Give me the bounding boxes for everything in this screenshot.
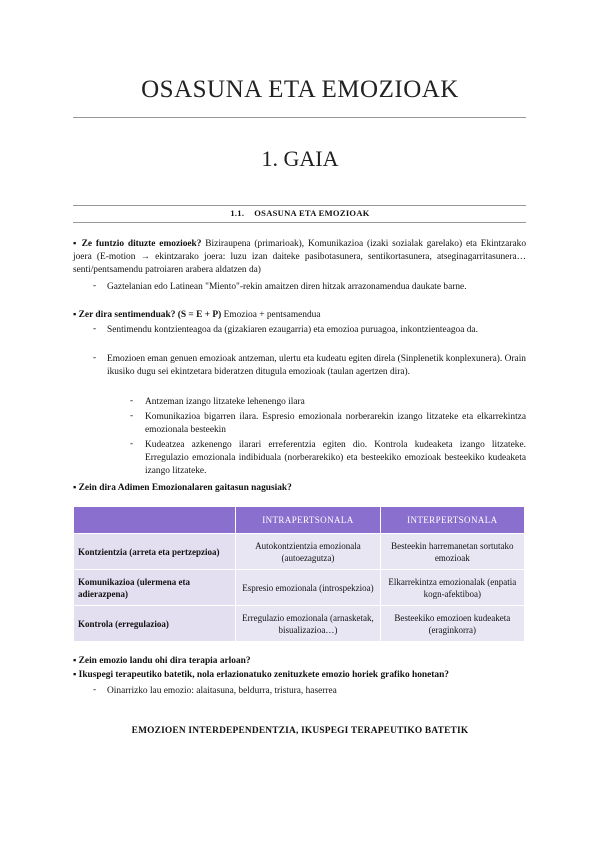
table-header-row xyxy=(74,507,524,533)
question-abilities: ▪ Zein dira Adimen Emozionalaren gaitasun nagusiak? xyxy=(73,483,292,493)
row-label: Kontrola (erregulazioa) xyxy=(74,606,235,641)
bullet-feeling-conscious: Sentimendu kontzienteagoa da (gizakiaren ezaugarria) eta emozioa puruagoa, inkontzienteagoa da. xyxy=(107,325,478,335)
cell-interpersonal: Besteekiko emozioen kudeaketa (eraginkorra) xyxy=(381,606,524,641)
chapter-heading: 1. GAIA xyxy=(261,146,339,171)
table-header-intrapersonal: INTRAPERTSONALA xyxy=(236,507,379,533)
table-row xyxy=(74,606,524,641)
sub-bullet-dash: - xyxy=(130,396,134,406)
paragraph-feelings xyxy=(73,309,526,322)
sub-bullet-dash: - xyxy=(130,411,134,421)
section-top-divider xyxy=(73,205,526,206)
question-therapy-emotions: ▪ Zein emozio landu ohi dira terapia arloan? xyxy=(73,656,251,666)
cell-interpersonal: Besteekin harremanetan sortutako emozioak xyxy=(381,534,524,569)
paragraph-functions xyxy=(73,238,526,277)
document-title: OSASUNA ETA EMOZIOAK xyxy=(141,76,459,103)
sub-bullet-dash: - xyxy=(130,439,134,449)
bullet-dash: - xyxy=(93,281,97,291)
answer-functions: Biziraupena (primarioak), Komunikazioa (izaki sozialak garelako) eta Ekintzarako joera (E-motion → ekintzarako joera: luzu izan daiteke pasibotasunera, sentikortasunera, atseginagarritasunera… senti/pentsamendu patroiaren arabera aldatzen da) xyxy=(73,239,527,275)
question-feelings: ▪ Zer dira sentimenduak? (S = E + P) xyxy=(73,310,222,320)
abilities-table xyxy=(73,506,525,642)
cell-intrapersonal: Erregulazio emozionala (arnasketak, bisualizazioa…) xyxy=(236,606,379,641)
table-row xyxy=(74,534,524,569)
bullet-dash: - xyxy=(93,353,97,363)
sub-bullet-perceive: Antzeman izango litzateke lehenengo ilara xyxy=(145,397,305,407)
sub-bullet-communication: Komunikazioa bigarren ilara. Espresio emozionala norberarekin izango litzateke eta elkarrekintza emozionala besteekin xyxy=(145,412,526,435)
section-bottom-divider xyxy=(73,222,526,223)
row-label: Komunikazioa (ulermena eta adierazpena) xyxy=(74,570,235,605)
sub-bullet-manage: Kudeatzea azkenengo ilarari erreferentzia egiten dio. Kontrola kudeaketa izango litzateke. Erregulazio emozionala indibiduala (norberarekiko) eta besteekiko emozioak besteekiko kudeaketa izango litzateke. xyxy=(145,440,526,476)
question-functions: ▪ Ze funtzio dituzte emozioek? xyxy=(73,239,202,249)
bullet-miento: Gaztelanian edo Latinean "Miento"-rekin amaitzen diren hitzak arrazonamendua daukate barne. xyxy=(107,282,467,292)
section-heading xyxy=(0,208,600,218)
section-number: 1.1. xyxy=(230,208,245,218)
question-therapy-graphic: ▪ Ikuspegi terapeutiko batetik, nola erlazionatuko zenituzkete emozio horiek grafiko honetan? xyxy=(73,670,449,680)
table-row xyxy=(74,570,524,605)
title-divider xyxy=(73,117,526,118)
cell-interpersonal: Elkarrekintza emozionalak (enpatia kogn-afektiboa) xyxy=(381,570,524,605)
closing-heading: EMOZIOEN INTERDEPENDENTZIA, IKUSPEGI TERAPEUTIKO BATETIK xyxy=(131,726,469,736)
bullet-emotion-actions: Emozioen eman genuen emozioak antzeman, ulertu eta kudeatu egiten direla (Sinplenetik konplexunera). Orain ikusiko dugu sei ekintzetara bideratzen ditugula emozioak (taulan agertzen dira). xyxy=(107,354,526,377)
bullet-dash: - xyxy=(93,324,97,334)
row-label: Kontzientzia (arreta eta pertzepzioa) xyxy=(74,534,235,569)
cell-intrapersonal: Espresio emozionala (introspekzioa) xyxy=(236,570,379,605)
table-header-interpersonal: INTERPERTSONALA xyxy=(381,507,524,533)
answer-feelings: Emozioa + pentsamendua xyxy=(221,310,321,320)
bullet-basic-emotions: Oinarrizko lau emozio: alaitasuna, beldurra, tristura, haserrea xyxy=(107,686,337,696)
table-header-empty xyxy=(74,507,235,533)
bullet-dash: - xyxy=(93,685,97,695)
cell-intrapersonal: Autokontzientzia emozionala (autoezagutza) xyxy=(236,534,379,569)
section-title: OSASUNA ETA EMOZIOAK xyxy=(254,208,370,218)
